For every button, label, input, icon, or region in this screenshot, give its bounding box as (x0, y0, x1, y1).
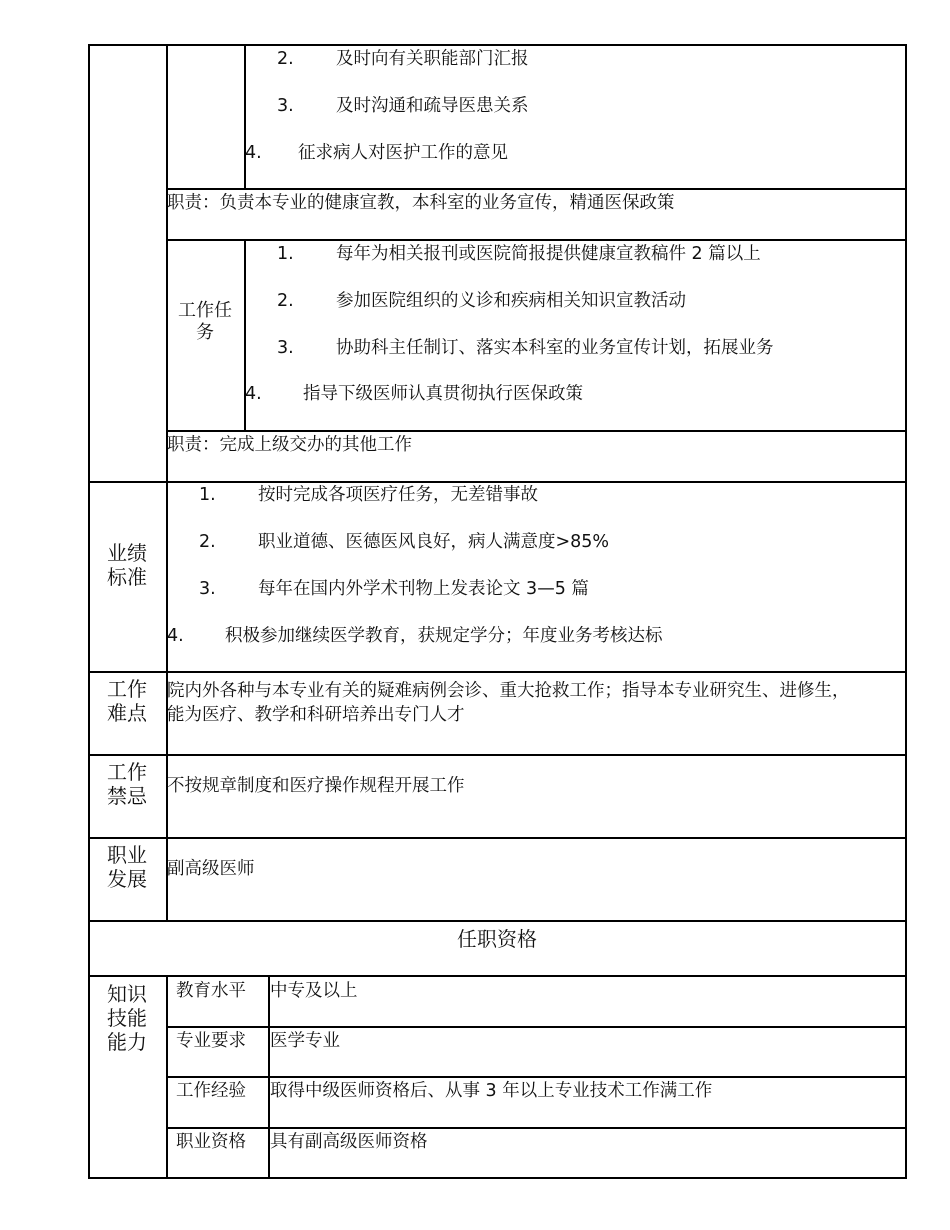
task-label-line: 务 (196, 322, 214, 343)
qualification-row-value: 医学专业 (270, 1031, 340, 1051)
list-item-text: 职业道德、医德医风良好，病人满意度>85% (258, 532, 610, 552)
list-number: 4. (167, 626, 184, 646)
list-item-text: 积极参加继续医学教育，获规定学分；年度业务考核达标 (225, 626, 663, 646)
list-item-text: 按时完成各项医疗任务，无差错事故 (258, 485, 538, 505)
difficulty-label-line: 工作 (107, 677, 147, 701)
list-number: 4. (245, 384, 262, 404)
career-label-line: 发展 (107, 867, 147, 891)
qualification-label-line: 知识 (107, 982, 147, 1006)
list-item-text: 指导下级医师认真贯彻执行医保政策 (303, 384, 583, 404)
row-divider (166, 1026, 906, 1028)
performance-label-line: 业绩 (107, 541, 147, 565)
performance-label (88, 541, 166, 589)
list-item-text: 协助科主任制订、落实本科室的业务宣传计划，拓展业务 (336, 338, 774, 358)
row-divider (88, 754, 906, 756)
career-label-line: 职业 (107, 843, 147, 867)
difficulty-text: 院内外各种与本专业有关的疑难病例会诊、重大抢救工作；指导本专业研究生、进修生， (167, 681, 850, 701)
list-item-text: 及时沟通和疏导医患关系 (336, 96, 529, 116)
table-top-border (88, 44, 906, 46)
row-divider (166, 239, 906, 241)
row-divider (88, 671, 906, 673)
prohibition-text: 不按规章制度和医疗操作规程开展工作 (167, 776, 465, 796)
row-divider (166, 1076, 906, 1078)
career-label (88, 843, 166, 891)
row-divider (166, 430, 906, 432)
difficulty-text: 能为医疗、教学和科研培养出专门人才 (167, 705, 465, 725)
list-number: 3. (199, 579, 216, 599)
task-label (166, 300, 244, 344)
qualification-row-value: 中专及以上 (270, 981, 358, 1001)
qualification-label (88, 982, 166, 1054)
row-divider (166, 1127, 906, 1129)
qualification-label-line: 能力 (107, 1030, 147, 1054)
career-text: 副高级医师 (167, 859, 255, 879)
qualification-row-label: 教育水平 (176, 981, 246, 1001)
sublabel-divider-1 (244, 44, 246, 189)
list-item-text: 征求病人对医护工作的意见 (298, 143, 508, 163)
performance-label-line: 标准 (107, 565, 147, 589)
prohibition-label-line: 禁忌 (107, 784, 147, 808)
list-number: 2. (277, 291, 294, 311)
list-item-text: 每年为相关报刊或医院简报提供健康宣教稿件 2 篇以上 (336, 244, 761, 264)
list-number: 1. (277, 244, 294, 264)
qualification-label-line: 技能 (107, 1006, 147, 1030)
table-bottom-border (88, 1177, 906, 1179)
list-item-text: 参加医院组织的义诊和疾病相关知识宣教活动 (336, 291, 686, 311)
qualification-row-value: 取得中级医师资格后、从事 3 年以上专业技术工作满工作 (270, 1081, 713, 1101)
row-divider (88, 920, 906, 922)
qualification-row-label: 工作经验 (176, 1081, 246, 1101)
row-divider (88, 837, 906, 839)
duty-text: 职责：负责本专业的健康宣教，本科室的业务宣传，精通医保政策 (167, 193, 675, 213)
row-divider (88, 481, 906, 483)
list-number: 3. (277, 338, 294, 358)
list-number: 3. (277, 96, 294, 116)
qualification-row-label: 职业资格 (176, 1132, 246, 1152)
list-item-text: 每年在国内外学术刊物上发表论文 3—5 篇 (258, 579, 589, 599)
duty-text: 职责：完成上级交办的其他工作 (167, 435, 412, 455)
list-number: 4. (245, 143, 262, 163)
table-right-border (905, 44, 907, 1179)
list-item-text: 及时向有关职能部门汇报 (336, 49, 529, 69)
list-number: 2. (277, 49, 294, 69)
list-number: 1. (199, 485, 216, 505)
difficulty-label-line: 难点 (107, 701, 147, 725)
list-number: 2. (199, 532, 216, 552)
prohibition-label-line: 工作 (107, 760, 147, 784)
task-label-line: 工作任 (178, 300, 232, 321)
qualification-title: 任职资格 (457, 927, 537, 951)
row-divider (166, 188, 906, 190)
difficulty-label (88, 677, 166, 725)
qualification-row-value: 具有副高级医师资格 (270, 1132, 428, 1152)
row-divider (88, 975, 906, 977)
prohibition-label (88, 760, 166, 808)
qualification-row-label: 专业要求 (176, 1031, 246, 1051)
